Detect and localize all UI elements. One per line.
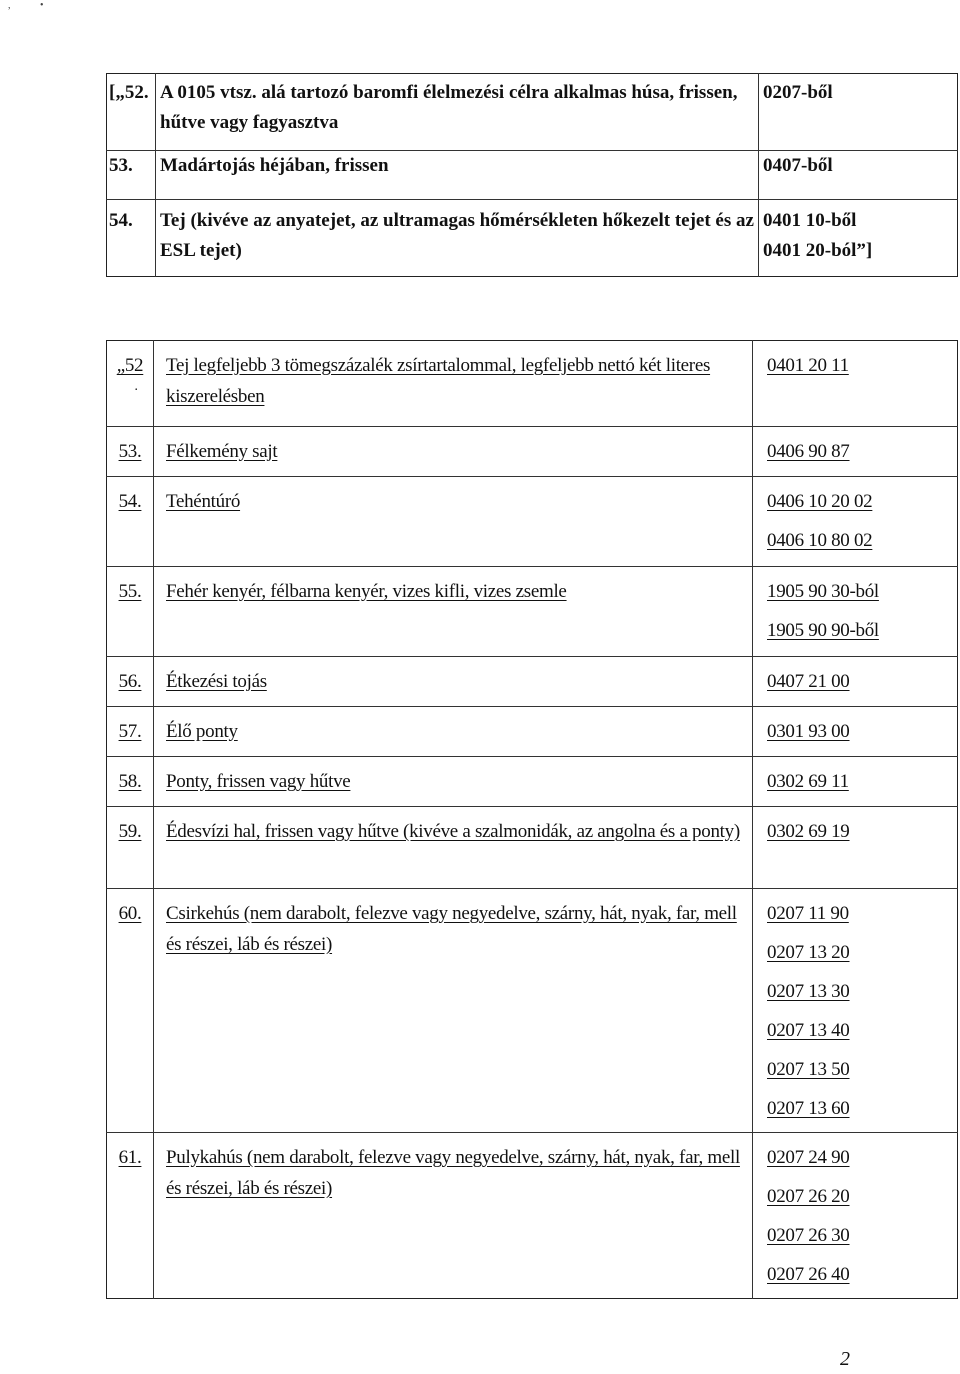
row-number-cell [107, 657, 154, 707]
code: 1905 90 30-ból [767, 581, 879, 602]
code: 0207 13 60 [767, 1098, 850, 1119]
table-row [107, 200, 958, 277]
row-codes [759, 151, 958, 200]
code-line [767, 1054, 957, 1093]
code: 0207 13 40 [767, 1020, 850, 1041]
row-number: 53. [107, 151, 156, 200]
row-description-cell [154, 567, 753, 657]
row-number: 56. [118, 671, 142, 692]
code: 0301 93 00 [767, 721, 850, 742]
row-codes [753, 477, 958, 567]
row-number: „52 [116, 355, 144, 376]
row-description: Félkemény sajt [166, 441, 278, 462]
page-number: 2 [840, 1348, 850, 1370]
row-number-cell [107, 889, 154, 1133]
code: 0401 10-ből [763, 210, 857, 231]
code-line [767, 1142, 957, 1181]
code: 0207 13 30 [767, 981, 850, 1002]
row-description-cell [154, 757, 753, 807]
code-line [767, 1220, 957, 1259]
table-row [107, 707, 958, 757]
code: 0401 20-ból”] [763, 240, 873, 261]
code-line [767, 576, 957, 615]
row-number-cell [107, 427, 154, 477]
code-line [767, 716, 957, 755]
code: 0207-ből [763, 82, 833, 103]
code: 0401 20 11 [767, 355, 849, 376]
code: 0406 10 80 02 [767, 530, 873, 551]
code: 0207 11 90 [767, 903, 849, 924]
code: 0302 69 19 [767, 821, 850, 842]
row-number: 54. [118, 491, 142, 512]
code-line [767, 1181, 957, 1220]
code-line [767, 1259, 957, 1298]
code-line [767, 1093, 957, 1132]
row-number-cell [107, 757, 154, 807]
code-line [767, 766, 957, 805]
row-description: Tehéntúró [166, 491, 241, 512]
code: 0406 10 20 02 [767, 491, 873, 512]
row-number-cell [107, 807, 154, 889]
code: 0207 13 20 [767, 942, 850, 963]
row-description: Fehér kenyér, félbarna kenyér, vizes kifli, vizes zsemle [166, 581, 567, 602]
row-description-cell [154, 707, 753, 757]
table-row [107, 1133, 958, 1299]
row-description: Édesvízi hal, frissen vagy hűtve (kivéve a szalmonidák, az angolna és a ponty) [166, 821, 740, 842]
table-row [107, 341, 958, 427]
row-description: A 0105 vtsz. alá tartozó baromfi élelmezési célra alkalmas húsa, frissen, hűtve vagy fagyasztva [156, 74, 759, 151]
row-description-cell [154, 657, 753, 707]
row-codes [759, 74, 958, 151]
row-number-cell [107, 477, 154, 567]
table-row [107, 757, 958, 807]
row-description: Csirkehús (nem darabolt, felezve vagy negyedelve, szárny, hát, nyak, far, mell és részei, láb és részei) [166, 903, 737, 955]
row-number: 54. [107, 200, 156, 277]
row-codes [759, 200, 958, 277]
row-number: 58. [118, 771, 142, 792]
row-codes [753, 889, 958, 1133]
row-number-cell [107, 567, 154, 657]
code-line [767, 666, 957, 705]
code: 0207 13 50 [767, 1059, 850, 1080]
table-row [107, 807, 958, 889]
code-line [767, 486, 957, 525]
row-description-cell [154, 889, 753, 1133]
row-codes [753, 707, 958, 757]
row-number: 57. [118, 721, 142, 742]
code: 0207 26 30 [767, 1225, 850, 1246]
row-codes [753, 341, 958, 427]
row-number-cell [107, 707, 154, 757]
code: 0207 26 40 [767, 1264, 850, 1285]
new-text-table [106, 340, 958, 1299]
speck-comma: , [8, 0, 11, 11]
code-line [767, 350, 957, 389]
row-description: Élő ponty [166, 721, 238, 742]
speck-dot: • [40, 0, 44, 11]
row-description: Madártojás héjában, frissen [156, 151, 759, 200]
table-row [107, 657, 958, 707]
row-number: [„52. [107, 74, 156, 151]
row-number-cell [107, 1133, 154, 1299]
row-codes [753, 657, 958, 707]
code: 1905 90 90-ből [767, 620, 879, 641]
code: 0406 90 87 [767, 441, 850, 462]
code: 0407-ből [763, 155, 833, 176]
code: 0407 21 00 [767, 671, 850, 692]
row-number: 55. [118, 581, 142, 602]
row-number-cell [107, 341, 154, 427]
row-description: Étkezési tojás [166, 671, 267, 692]
row-number: 53. [118, 441, 142, 462]
code: 0302 69 11 [767, 771, 849, 792]
table-row [107, 427, 958, 477]
code-line [767, 937, 957, 976]
code-line [767, 1015, 957, 1054]
code-line [767, 615, 957, 654]
row-description-cell [154, 477, 753, 567]
row-description-cell [154, 427, 753, 477]
code: 0207 26 20 [767, 1186, 850, 1207]
row-codes [753, 1133, 958, 1299]
row-number: 59. [118, 821, 142, 842]
table-row [107, 567, 958, 657]
row-codes [753, 427, 958, 477]
row-number: 61. [118, 1147, 142, 1168]
table-row [107, 74, 958, 151]
row-description: Tej legfeljebb 3 tömegszázalék zsírtartalommal, legfeljebb nettó két literes kiszerelésben [166, 355, 711, 407]
row-description-cell [154, 807, 753, 889]
code: 0207 24 90 [767, 1147, 850, 1168]
row-codes [753, 757, 958, 807]
row-codes [753, 807, 958, 889]
row-description-cell [154, 1133, 753, 1299]
code-line [767, 525, 957, 564]
row-description: Pulykahús (nem darabolt, felezve vagy negyedelve, szárny, hát, nyak, far, mell és részei, láb és részei) [166, 1147, 740, 1199]
row-codes [753, 567, 958, 657]
table-row [107, 889, 958, 1133]
row-description-cell [154, 341, 753, 427]
old-text-table [106, 73, 958, 277]
table-row [107, 151, 958, 200]
code-line [767, 976, 957, 1015]
code-line [767, 898, 957, 937]
table-row [107, 477, 958, 567]
row-number: 60. [118, 903, 142, 924]
row-description: Tej (kivéve az anyatejet, az ultramagas hőmérsékleten hőkezelt tejet és az ESL tejet) [156, 200, 759, 277]
code-line [767, 816, 957, 855]
code-line [767, 436, 957, 475]
row-description: Ponty, frissen vagy hűtve [166, 771, 351, 792]
scan-mark: · [133, 383, 139, 398]
